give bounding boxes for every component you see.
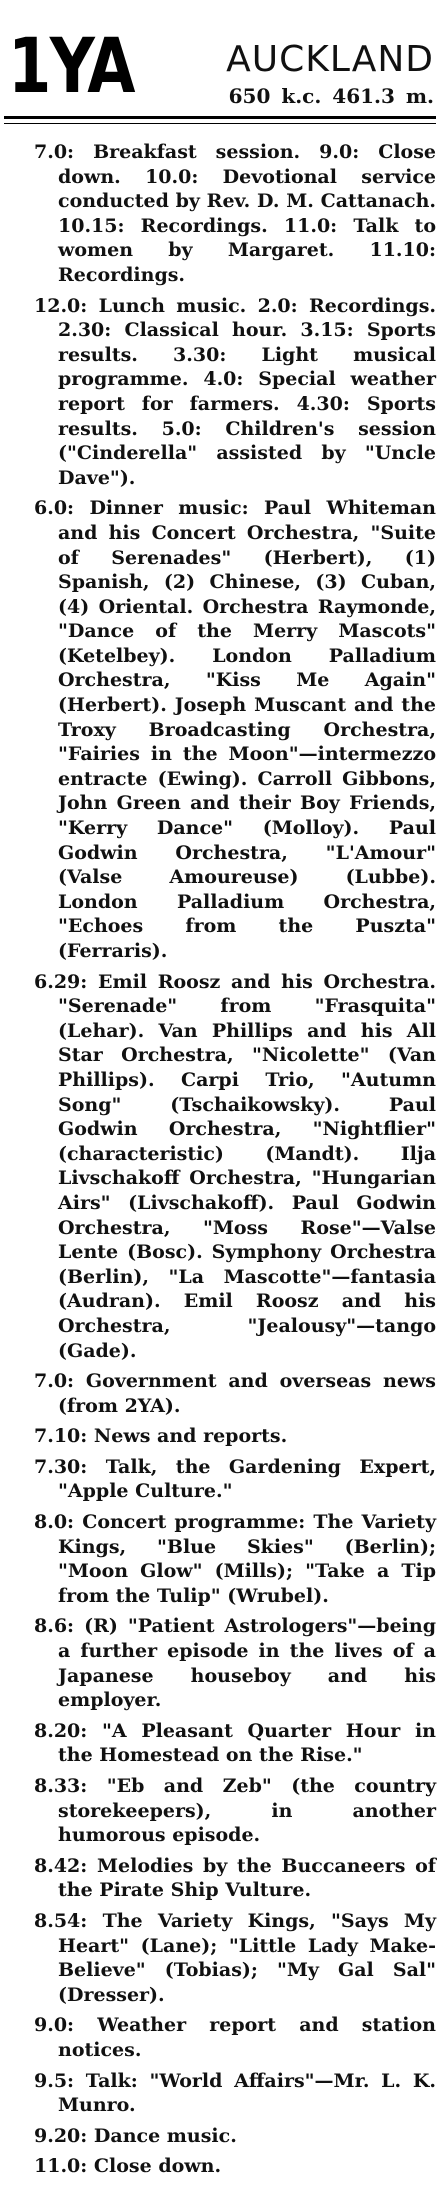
entry-time: 7.30: bbox=[34, 1455, 88, 1478]
entry-text: News and reports. bbox=[93, 1425, 288, 1448]
entry-time: 9.20: bbox=[34, 2124, 88, 2147]
entry-time: 11.0: bbox=[34, 2155, 88, 2178]
entry-text: The Variety Kings, "Says My Heart" (Lane); "Little Lady Make-Believe" (Tobias); "My Gal Sal" (Dresser). bbox=[58, 1909, 436, 2006]
entry-text: Close down. bbox=[93, 2155, 222, 2178]
header-rule-thick bbox=[4, 116, 436, 119]
station-wavelength: 461.3 m. bbox=[332, 84, 434, 108]
entry-time: 9.0: bbox=[34, 2014, 75, 2037]
station-frequency: 650 k.c. bbox=[228, 84, 322, 108]
entry-time: 7.0: bbox=[34, 1370, 75, 1393]
schedule-entry bbox=[34, 1369, 436, 1418]
entry-time: 9.5: bbox=[34, 2069, 75, 2092]
entry-time: 8.20: bbox=[34, 1719, 88, 1742]
entry-text: Breakfast session. 9.0: Close down. 10.0: Devotional service conducted by Rev. D. M. Cattanach. 10.15: Recordings. 11.0: Talk to women by Margaret. 11.10: Recordings. bbox=[58, 141, 436, 286]
entry-text: Government and overseas news (from 2YA). bbox=[58, 1370, 436, 1417]
schedule-entry bbox=[34, 1614, 436, 1712]
schedule-entry bbox=[34, 1909, 436, 2007]
entry-text: Lunch music. 2.0: Recordings. 2.30: Classical hour. 3.15: Sports results. 3.30: Light musical programme. 4.0: Special weather report for farmers. 4.30: Sports results. 5.0: Children's session ("Cinderella" assisted by "Uncle Dave"). bbox=[58, 294, 437, 489]
schedule-entry bbox=[34, 1719, 436, 1768]
entry-time: 8.54: bbox=[34, 1909, 88, 1932]
entry-text: Talk: "World Affairs"—Mr. L. K. Munro. bbox=[58, 2069, 436, 2117]
schedule-entry bbox=[34, 1424, 436, 1449]
header-rule-thin bbox=[4, 123, 436, 124]
schedule-entry bbox=[34, 294, 436, 491]
entry-time: 8.42: bbox=[34, 1854, 88, 1877]
entry-text: Dinner music: Paul Whiteman and his Concert Orchestra, "Suite of Serenades" (Herbert), (1) Spanish, (2) Chinese, (3) Cuban, (4) Oriental. Orchestra Raymonde, "Dance of the Merry Mascots" (Ketelbey). London Palladium Orchestra, "Kiss Me Again" (Herbert). Joseph Muscant and the Troxy Broadcasting Orchestra, "Fairies in the Moon"—intermezzo entracte (Ewing). Carroll Gibbons, John Green and their Boy Friends, "Kerry Dance" (Molloy). Paul Godwin Orchestra, "L'Amour" (Valse Amoureuse) (Lubbe). London Palladium Orchestra, "Echoes from the Puszta" (Ferraris). bbox=[58, 497, 436, 962]
entry-time: 6.0: bbox=[34, 497, 75, 520]
schedule-entry bbox=[34, 1854, 436, 1903]
entry-text: "Eb and Zeb" (the country storekeepers), in another humorous episode. bbox=[58, 1775, 436, 1847]
programme-schedule bbox=[34, 140, 436, 2185]
station-header bbox=[0, 0, 440, 120]
entry-text: Dance music. bbox=[93, 2124, 237, 2147]
entry-text: Weather report and station notices. bbox=[58, 2014, 436, 2061]
entry-text: Talk, the Gardening Expert, "Apple Culture." bbox=[58, 1455, 436, 1503]
schedule-entry bbox=[34, 2069, 436, 2118]
entry-time: 6.29: bbox=[34, 970, 88, 993]
schedule-entry bbox=[34, 2154, 436, 2179]
entry-text: (R) "Patient Astrologers"—being a further episode in the lives of a Japanese houseboy and his employer. bbox=[58, 1615, 436, 1712]
entry-text: Emil Roosz and his Orchestra. "Serenade" from "Frasquita" (Lehar). Van Phillips and his All Star Orchestra, "Nicolette" (Van Phillips). Carpi Trio, "Autumn Song" (Tschaikowsky). Paul Godwin Orchestra, "Nightflier" (characteristic) (Mandt). Ilja Livschakoff Orchestra, "Hungarian Airs" (Livschakoff). Paul Godwin Orchestra, "Moss Rose"—Valse Lente (Bosc). Symphony Orchestra (Berlin), "La Mascotte"—fantasia (Audran). Emil Roosz and his Orchestra, "Jealousy"—tango (Gade). bbox=[58, 970, 436, 1362]
schedule-entry bbox=[34, 1510, 436, 1608]
schedule-entry bbox=[34, 496, 436, 963]
station-city: AUCKLAND bbox=[226, 39, 434, 80]
entry-time: 12.0: bbox=[34, 294, 88, 317]
entry-time: 7.0: bbox=[34, 141, 75, 163]
schedule-entry bbox=[34, 140, 436, 288]
entry-time: 8.6: bbox=[34, 1615, 75, 1638]
schedule-entry bbox=[34, 2013, 436, 2062]
entry-text: Melodies by the Buccaneers of the Pirate Ship Vulture. bbox=[58, 1854, 436, 1902]
schedule-entry bbox=[34, 1774, 436, 1848]
entry-time: 8.33: bbox=[34, 1775, 88, 1797]
entry-time: 8.0: bbox=[34, 1511, 75, 1534]
schedule-entry bbox=[34, 970, 436, 1364]
schedule-entry bbox=[34, 1455, 436, 1504]
station-frequency-line bbox=[229, 84, 434, 108]
entry-time: 7.10: bbox=[34, 1425, 88, 1448]
station-call-sign: 1YA bbox=[8, 21, 134, 110]
entry-text: Concert programme: The Variety Kings, "Blue Skies" (Berlin); "Moon Glow" (Mills); "Take a Tip from the Tulip" (Wrubel). bbox=[58, 1511, 436, 1607]
entry-text: "A Pleasant Quarter Hour in the Homestead on the Rise." bbox=[58, 1719, 436, 1767]
schedule-entry bbox=[34, 2124, 436, 2149]
